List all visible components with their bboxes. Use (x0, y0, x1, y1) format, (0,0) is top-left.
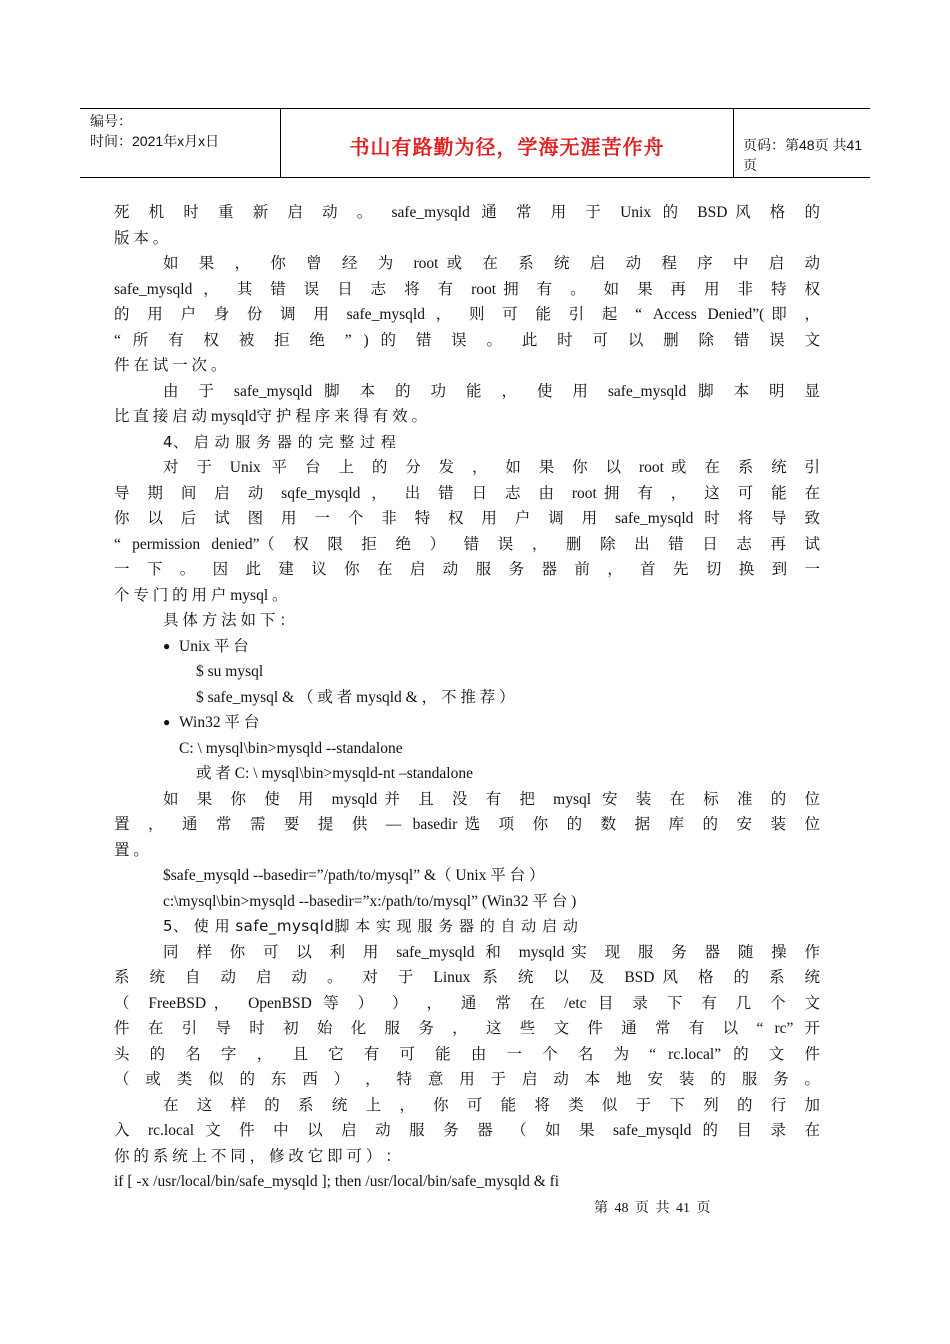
header-motto: 书山有路勤为径，学海无涯苦作舟 (349, 135, 665, 159)
page-header (80, 108, 870, 178)
text-line: 死 机 时 重 新 启 动 。 safe_mysqld 通 常 用 于 Unix 的 BSD风 格 的 (114, 204, 820, 221)
code-line: $safe_mysqld --basedir=”/path/to/mysql” &（ Unix 平 台 ） (163, 867, 545, 884)
bullet-item (114, 710, 820, 736)
paragraph-first-line: 具 体 方 法 如 下 ： (163, 612, 295, 629)
header-page-info: 页码：第48页 共41页 (743, 137, 863, 173)
text-line: 你 以 后 试 图 用 一 个 非 特 权 用 户 调 用 safe_mysqld 时 将 导 致 (114, 510, 820, 527)
paragraph-first-line: 对 于 Unix 平 台 上 的 分 发 ， 如 果 你 以 root或 在 系 统 引 (163, 459, 820, 476)
section-heading-4: 4、 启 动 服 务 器 的 完 整 过 程 (163, 432, 397, 451)
text-line: （ FreeBSD， OpenBSD 等 ） ） ， 通 常 在 /etc 目 录 下 有 几 个 文 (114, 994, 820, 1012)
code-line: C: \ mysql\bin>mysqld --standalone (179, 739, 403, 757)
document-body (114, 200, 820, 1195)
text-line: 你 的 系 统 上 不 同 ， 修 改 它 即 可 ） ： (114, 1147, 401, 1165)
text-line: （ 或 类 似 的 东 西 ） ， 特 意 用 于 启 动 本 地 安 装 的 服 务 。 (114, 1071, 820, 1088)
text-line: 置 ， 通 常 需 要 提 供 — basedir选 项 你 的 数 据 库 的 安 装 位 (114, 816, 820, 833)
code-line: if [ -x /usr/local/bin/safe_mysqld ]; then /usr/local/bin/safe_mysqld & fi (114, 1173, 560, 1190)
paragraph-first-line: 如 果 你 使 用 mysqld并 且 没 有 把 mysql 安 装 在 标 准 的 位 (163, 790, 820, 808)
header-meta-cell (80, 109, 280, 177)
text-line: 置 。 (114, 841, 149, 859)
code-line: c:\mysql\bin>mysqld --basedir=”x:/path/to/mysql” (Win32 平 台 ) (163, 892, 577, 910)
code-line: $ safe_mysql & （ 或 者 mysqld & ， 不 推 荐 ） (196, 688, 515, 706)
text-line: “ 所 有 权 被 拒 绝 ” ) 的 错 误 。 此 时 可 以 删 除 错 误 文 (114, 331, 820, 349)
text-line: 的 用 户 身 份 调 用 safe_mysqld ， 则 可 能 引 起 “ Access Denied”(即 ， (114, 306, 820, 323)
header-page-cell (733, 109, 870, 177)
paragraph-first-line: 在 这 样 的 系 统 上 ， 你 可 能 将 类 似 于 下 列 的 行 加 (163, 1096, 820, 1114)
bullet-dot-icon: ● (163, 715, 171, 729)
text-line: 版 本 。 (114, 229, 169, 247)
code-line: 或 者 C: \ mysql\bin>mysqld-nt –standalone (196, 765, 473, 782)
text-line: 个 专 门 的 用 户 mysql 。 (114, 586, 288, 604)
document-time-label: 时间：2021年x月x日 (90, 133, 220, 149)
text-line: 导 期 间 启 动 sqfe_mysqld ， 出 错 日 志 由 root拥 有 ， 这 可 能 在 (114, 484, 820, 502)
section-heading-5: 5、 使 用 safe_mysqld脚 本 实 现 服 务 器 的 自 动 启 动 (163, 917, 579, 935)
bullet-item-label: Win32 平 台 (179, 714, 260, 731)
text-line: 件 在 引 导 时 初 始 化 服 务 ， 这 些 文 件 通 常 有 以 “ rc” 开 (114, 1020, 820, 1037)
text-line: 一 下 。 因 此 建 议 你 在 启 动 服 务 器 前 ， 首 先 切 换 到 一 (114, 561, 820, 578)
document-number-label: 编号： (90, 113, 132, 129)
code-line: $ su mysql (196, 663, 264, 680)
bullet-item (114, 634, 820, 660)
text-line: 入 rc.local 文 件 中 以 启 动 服 务 器 （ 如 果 safe_mysqld 的 目 录 在 (114, 1122, 820, 1139)
page-footer: 第 48 页 共 41 页 (594, 1201, 711, 1216)
text-line: “ permission denied”（ 权 限 拒 绝 ） 错 误 ， 删 除 出 错 日 志 再 试 (114, 535, 820, 553)
text-line: 件 在 试 一 次 。 (114, 357, 227, 374)
paragraph-first-line: 如 果 ， 你 曾 经 为 root或 在 系 统 启 动 程 序 中 启 动 (163, 255, 820, 272)
bullet-item-label: Unix 平 台 (179, 637, 249, 655)
text-line: 系 统 自 动 启 动 。 对 于 Linux 系 统 以 及 BSD风 格 的 系 统 (114, 969, 820, 986)
text-line: 比 直 接 启 动 mysqld守 护 程 序 来 得 有 效 。 (114, 408, 428, 425)
paragraph-first-line: 同 样 你 可 以 利 用 safe_mysqld 和 mysqld实 现 服 务 器 随 操 作 (163, 943, 820, 961)
header-motto-cell (280, 109, 734, 177)
bullet-dot-icon: ● (163, 638, 171, 653)
text-line: 头 的 名 字 ， 且 它 有 可 能 由 一 个 名 为 “ rc.local” 的 文 件 (114, 1045, 820, 1063)
paragraph-first-line: 由 于 safe_mysqld 脚 本 的 功 能 ， 使 用 safe_mysqld 脚 本 明 显 (163, 382, 820, 400)
text-line: safe_mysqld ， 其 错 误 日 志 将 有 root拥 有 。 如 果 再 用 非 特 权 (114, 280, 820, 298)
